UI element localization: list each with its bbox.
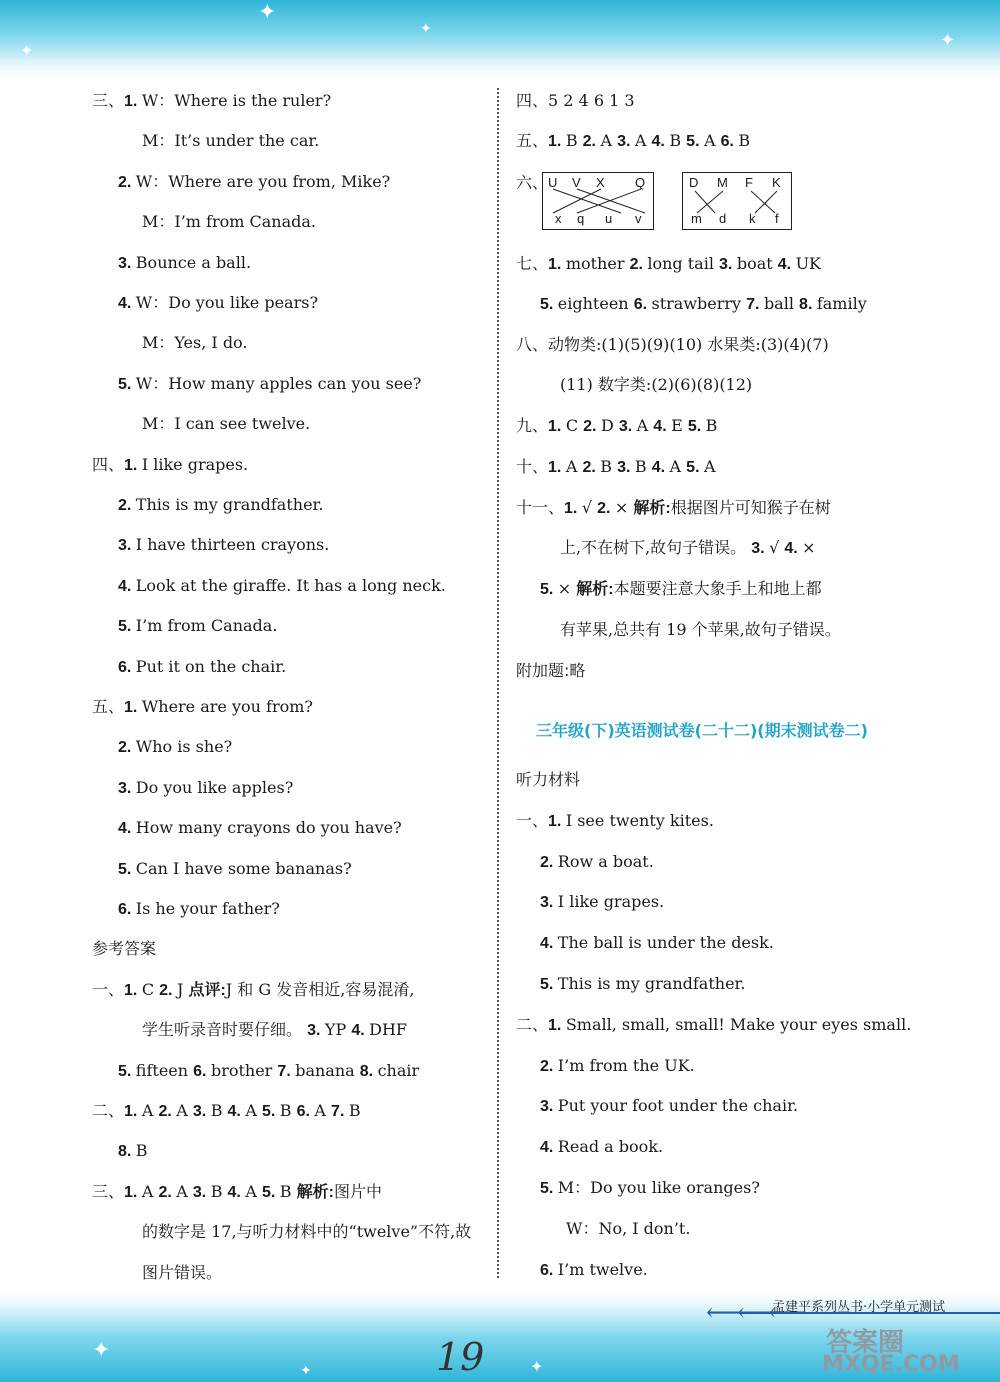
item-number: 5. xyxy=(540,1180,558,1197)
item-number: 6. xyxy=(633,296,652,313)
box-letter: k xyxy=(749,211,756,226)
text-line xyxy=(540,1177,760,1200)
box-letter: M xyxy=(717,175,728,190)
item-number: 1. xyxy=(124,981,142,999)
item-number: 8. xyxy=(799,296,817,313)
line-text: W：Do you like pears? xyxy=(135,293,319,312)
section-label: 五、 xyxy=(92,697,125,716)
section-label: 一、 xyxy=(516,810,549,830)
item-number: 5. xyxy=(687,418,706,435)
line-text: Put it on the chair. xyxy=(135,656,287,676)
item-number: 3. xyxy=(617,459,635,476)
item-number: 4. xyxy=(118,820,136,838)
answer-text: B xyxy=(348,1101,361,1120)
line-text: M：Do you like oranges? xyxy=(557,1178,760,1197)
line-text: UK xyxy=(795,254,821,273)
sparkle-icon: ✦ xyxy=(420,21,432,37)
item-number: 1. xyxy=(548,418,566,435)
answer-text: B xyxy=(279,1101,297,1120)
answer-text: A xyxy=(636,416,654,435)
item-number: 6. xyxy=(296,1103,315,1120)
text-line xyxy=(142,1019,407,1042)
line-text: ball xyxy=(763,294,800,313)
section-label: 十、 xyxy=(516,457,549,476)
box-letter: V xyxy=(572,175,581,190)
section-title: 三年级(下)英语测试卷(二十二)(期末测试卷二) xyxy=(536,721,868,740)
answer-text: A xyxy=(634,131,652,150)
text-line xyxy=(92,454,248,477)
line-text: Do you like apples? xyxy=(135,777,294,797)
line-text: Who is she? xyxy=(135,737,233,757)
box-letter: x xyxy=(555,211,562,226)
line-text: How many crayons do you have? xyxy=(135,818,402,838)
item-number: 2. xyxy=(118,173,136,191)
item-number: 3. xyxy=(118,779,136,797)
line-text: × xyxy=(614,498,634,517)
text-line xyxy=(118,1060,419,1083)
item-number: 1. xyxy=(548,133,566,150)
item-number: 2. xyxy=(582,133,601,150)
item-number: 6. xyxy=(118,658,136,676)
item-number: 7. xyxy=(331,1103,349,1120)
line-text: I’m from Canada. xyxy=(135,616,278,636)
item-number: 2. xyxy=(582,459,601,476)
line-text: I see twenty kites. xyxy=(565,810,714,830)
box-letter: K xyxy=(772,175,781,190)
box-letter: v xyxy=(635,211,642,226)
answer-text: A xyxy=(245,1181,262,1201)
line-text: brother xyxy=(210,1060,278,1080)
matching-box-1 xyxy=(542,172,654,230)
item-number: 7. xyxy=(277,1062,296,1080)
answer-text: A xyxy=(600,131,618,150)
answer-text: A xyxy=(314,1101,332,1120)
line-text: 有苹果,总共有 19 个苹果,故句子错误。 xyxy=(560,620,841,639)
sparkle-icon: ✦ xyxy=(258,0,277,25)
text-line xyxy=(540,1055,695,1078)
text-line xyxy=(560,374,752,396)
text-line xyxy=(540,932,774,955)
item-number: 1. xyxy=(548,459,566,476)
section-label: 附加题:略 xyxy=(516,661,586,680)
text-line xyxy=(118,534,329,557)
text-line xyxy=(118,1140,148,1163)
box-letter: q xyxy=(577,211,585,226)
item-number: 3. xyxy=(118,254,136,272)
text-line xyxy=(540,1136,663,1159)
text-line xyxy=(516,90,635,112)
line-text: M：Yes, I do. xyxy=(142,333,248,353)
line-text: Row a boat. xyxy=(557,851,654,871)
item-number: 1. xyxy=(124,456,142,474)
line-text: strawberry xyxy=(651,294,747,313)
line-text: Read a book. xyxy=(557,1137,664,1157)
answer-text: B xyxy=(210,1101,228,1120)
item-number: 5. xyxy=(118,375,136,393)
section-label: 二、 xyxy=(516,1014,549,1034)
section-label: 四、 xyxy=(516,91,549,110)
matching-box-2 xyxy=(682,172,792,230)
analysis-label: 解析: xyxy=(576,581,614,598)
item-number: 2. xyxy=(159,981,177,999)
sparkle-icon: ✦ xyxy=(20,41,34,60)
text-line xyxy=(118,292,318,315)
answer-text: B xyxy=(600,457,618,476)
text-line xyxy=(92,979,414,1002)
item-number: 5. xyxy=(261,1103,280,1120)
item-number: 8. xyxy=(118,1143,136,1161)
answer-text: E xyxy=(671,416,688,435)
line-text: The ball is under the desk. xyxy=(557,933,774,953)
line-text: chair xyxy=(377,1060,420,1080)
item-number: 1. xyxy=(124,1183,142,1201)
item-number: 5. xyxy=(118,618,136,636)
answer-text: C xyxy=(565,416,584,435)
item-number: 4. xyxy=(118,295,136,312)
text-line xyxy=(118,615,277,638)
line-text: Can I have some bananas? xyxy=(135,858,352,878)
text-line xyxy=(516,415,717,438)
box-letter: U xyxy=(548,175,558,190)
answer-text: B xyxy=(669,131,687,150)
section-label: 六、 xyxy=(516,173,549,192)
arrow-icon: ⟵⟵⟵ xyxy=(706,1298,800,1328)
answer-text: A xyxy=(176,1181,193,1201)
line-text: C xyxy=(141,979,160,999)
text-line xyxy=(118,898,280,921)
footer-series-text: 孟建平系列丛书·小学单元测试 xyxy=(772,1300,946,1315)
text-line xyxy=(516,130,750,153)
item-number: 4. xyxy=(651,133,670,150)
section-label: 三、 xyxy=(92,1181,125,1201)
item-number: 2. xyxy=(629,256,648,273)
line-text: 5 2 4 6 1 3 xyxy=(548,91,635,110)
item-number: 6. xyxy=(193,1062,211,1080)
line-text: Where are you from? xyxy=(141,697,313,716)
text-line xyxy=(540,1095,798,1118)
box-letter: u xyxy=(605,211,613,226)
section-label: 二、 xyxy=(92,1101,125,1120)
text-line xyxy=(142,1221,471,1243)
item-number: 5. xyxy=(686,459,704,476)
item-number: 2. xyxy=(118,497,136,514)
item-number: 3. xyxy=(617,133,635,150)
text-line xyxy=(142,130,319,152)
sparkle-icon: ✦ xyxy=(940,30,956,51)
item-number: 1. xyxy=(548,1016,566,1034)
line-text: √ xyxy=(581,498,598,517)
line-text: × xyxy=(557,579,577,598)
item-number: 2. xyxy=(158,1103,177,1120)
item-number: 3. xyxy=(540,1098,558,1116)
item-number: 4. xyxy=(540,1139,558,1157)
text-line xyxy=(118,777,293,800)
line-text: I’m from the UK. xyxy=(557,1055,695,1075)
text-line xyxy=(516,1014,911,1037)
line-text: J 和 G 发音相近,容易混淆, xyxy=(225,979,415,999)
answer-text: A xyxy=(669,457,687,476)
item-number: 5. xyxy=(540,581,558,598)
analysis-label: 解析: xyxy=(633,500,671,517)
answer-text: B xyxy=(565,131,583,150)
line-text: boat xyxy=(736,254,778,273)
sparkle-icon: ✦ xyxy=(92,1338,111,1363)
line-text: Small, small, small! Make your eyes small. xyxy=(565,1014,912,1034)
line-text: 图片错误。 xyxy=(142,1262,223,1282)
section-label: 十一、 xyxy=(516,498,565,517)
item-number: 5. xyxy=(118,1062,136,1080)
item-number: 5. xyxy=(686,133,704,150)
item-number: 1. xyxy=(548,256,566,273)
answer-text: A xyxy=(245,1101,262,1120)
box-letter: m xyxy=(691,211,702,226)
item-number: 2. xyxy=(540,853,558,871)
line-text: family xyxy=(816,294,867,313)
text-line xyxy=(118,373,421,396)
item-number: 4. xyxy=(651,459,670,476)
item-number: 3. xyxy=(118,537,136,555)
box-letter: f xyxy=(775,211,779,226)
text-line xyxy=(118,736,232,759)
section-label: 听力材料 xyxy=(516,770,581,789)
text-line xyxy=(540,891,664,914)
item-number: 3. xyxy=(192,1103,211,1120)
text-line xyxy=(118,575,446,598)
line-text: Is he your father? xyxy=(135,899,280,918)
text-line xyxy=(516,456,716,479)
item-number: 1. xyxy=(124,93,142,110)
item-number: 5. xyxy=(118,860,136,878)
text-line xyxy=(92,696,313,719)
section-label: 五、 xyxy=(516,131,549,150)
item-number: 6. xyxy=(540,1261,558,1279)
line-text: M：It’s under the car. xyxy=(142,131,320,151)
line-text: 本题要注意大象手上和地上都 xyxy=(613,579,822,598)
text-line xyxy=(92,1181,382,1204)
item-number: 2. xyxy=(158,1183,177,1201)
text-line xyxy=(540,851,654,874)
line-text: Look at the giraffe. It has a long neck. xyxy=(135,575,446,595)
sparkle-icon: ✦ xyxy=(300,1363,312,1379)
text-line xyxy=(92,938,156,960)
answer-text: A xyxy=(141,1101,159,1120)
column-divider xyxy=(497,88,499,1278)
line-text: YP xyxy=(324,1020,352,1040)
text-line xyxy=(118,494,324,517)
line-text: × xyxy=(802,538,816,557)
item-number: 1. xyxy=(124,699,142,716)
analysis-label: 解析: xyxy=(296,1183,334,1201)
line-text: mother xyxy=(565,254,630,273)
answer-text: A xyxy=(176,1101,193,1120)
analysis-label: 点评: xyxy=(188,981,226,999)
item-number: 1. xyxy=(564,500,582,517)
watermark-text: 答案圈 xyxy=(826,1328,905,1358)
text-line xyxy=(540,293,867,316)
text-line xyxy=(516,253,821,276)
answer-text: D xyxy=(600,416,619,435)
text-line xyxy=(516,497,831,520)
line-text: W：No, I don’t. xyxy=(566,1218,691,1238)
item-number: 4. xyxy=(227,1183,246,1201)
line-text: 动物类:(1)(5)(9)(10) 水果类:(3)(4)(7) xyxy=(548,335,829,354)
item-number: 4. xyxy=(777,256,796,273)
text-line xyxy=(142,211,316,233)
answer-text: B xyxy=(738,131,751,150)
box-letter: D xyxy=(689,175,699,190)
box-letter: Q xyxy=(635,175,646,190)
section-label: 一、 xyxy=(92,979,125,999)
text-line xyxy=(540,1259,648,1282)
text-line xyxy=(118,656,286,679)
line-text: I like grapes. xyxy=(557,892,665,912)
item-number: 4. xyxy=(351,1022,370,1040)
item-number: 1. xyxy=(124,1103,142,1120)
item-number: 6. xyxy=(118,901,136,918)
answer-text: B xyxy=(705,416,718,435)
item-number: 2. xyxy=(583,418,601,435)
watermark-url: MXQE.COM xyxy=(822,1352,960,1377)
line-text: 根据图片可知猴子在树 xyxy=(670,498,831,517)
line-text: √ xyxy=(769,538,785,557)
text-line xyxy=(92,90,331,113)
line-text: M：I can see twelve. xyxy=(142,414,311,434)
line-text: W：Where are you from, Mike? xyxy=(135,171,391,191)
answer-text: A xyxy=(703,457,716,476)
text-line xyxy=(142,1262,222,1284)
top-decorative-band xyxy=(0,0,1000,78)
item-number: 3. xyxy=(192,1183,211,1201)
item-number: 2. xyxy=(118,739,136,757)
text-line xyxy=(566,1218,690,1240)
item-number: 6. xyxy=(720,133,739,150)
item-number: 8. xyxy=(359,1062,378,1080)
text-line xyxy=(516,810,714,833)
text-line xyxy=(118,858,352,881)
item-number: 2. xyxy=(540,1057,558,1075)
item-number: 5. xyxy=(261,1183,280,1201)
item-number: 4. xyxy=(118,577,136,595)
line-text: M：I’m from Canada. xyxy=(142,212,317,232)
section-label: 三、 xyxy=(92,91,125,110)
box-letter: d xyxy=(719,211,727,226)
answer-text: B xyxy=(279,1181,297,1201)
text-line xyxy=(142,332,248,354)
item-number: 4. xyxy=(784,540,803,557)
item-number: 7. xyxy=(746,296,764,313)
text-line xyxy=(560,619,841,641)
line-text: I’m twelve. xyxy=(557,1259,648,1279)
item-number: 2. xyxy=(597,500,615,517)
answer-text: A xyxy=(703,131,721,150)
item-number: 3. xyxy=(540,894,558,912)
text-line xyxy=(118,252,251,275)
line-text: fifteen xyxy=(135,1060,194,1080)
line-text: This is my grandfather. xyxy=(135,495,324,514)
text-line xyxy=(118,817,402,840)
text-line xyxy=(516,334,829,356)
item-number: 5. xyxy=(540,296,558,313)
line-text: W：Where is the ruler? xyxy=(141,91,332,110)
answer-text: B xyxy=(210,1181,228,1201)
item-number: 4. xyxy=(540,935,558,953)
item-number: 1. xyxy=(548,812,566,830)
line-text: (11) 数字类:(2)(6)(8)(12) xyxy=(560,375,753,394)
line-text: DHF xyxy=(369,1020,407,1040)
text-line xyxy=(516,660,585,682)
line-text: eighteen xyxy=(557,294,634,313)
answer-text: B xyxy=(634,457,652,476)
item-number: 3. xyxy=(751,540,770,557)
section-label: 四、 xyxy=(92,454,125,474)
item-number: 4. xyxy=(227,1103,246,1120)
item-number: 4. xyxy=(653,418,672,435)
item-number: 3. xyxy=(719,256,737,273)
text-line xyxy=(516,769,580,791)
line-text: J xyxy=(176,979,189,999)
page-number: 19 xyxy=(436,1335,485,1379)
text-line xyxy=(540,973,746,996)
line-text: 学生听录音时要仔细。 xyxy=(142,1020,308,1040)
line-text: 上,不在树下,故句子错误。 xyxy=(560,538,752,557)
section-label: 九、 xyxy=(516,416,549,435)
section-label: 八、 xyxy=(516,335,549,354)
box-letter: X xyxy=(596,175,605,190)
line-text: Bounce a ball. xyxy=(135,252,252,272)
line-text: long tail xyxy=(647,254,720,273)
text-line xyxy=(142,413,310,435)
item-number: 5. xyxy=(540,976,558,993)
text-line xyxy=(118,171,390,194)
item-number: 3. xyxy=(618,418,637,435)
text-line xyxy=(92,1100,361,1123)
line-text: This is my grandfather. xyxy=(557,974,746,993)
line-text: B xyxy=(135,1141,148,1161)
section-label: 参考答案 xyxy=(92,939,157,959)
line-text: Put your foot under the chair. xyxy=(557,1096,799,1116)
text-line xyxy=(560,537,816,560)
answer-text: A xyxy=(565,457,583,476)
line-text: 的数字是 17,与听力材料中的“twelve”不符,故 xyxy=(142,1222,472,1242)
text-line xyxy=(540,578,822,601)
sparkle-icon: ✦ xyxy=(530,1357,544,1376)
item-number: 3. xyxy=(307,1022,325,1040)
box-letter: F xyxy=(745,175,753,190)
section-label: 七、 xyxy=(516,254,549,273)
line-text: 图片中 xyxy=(333,1181,382,1201)
line-text: W：How many apples can you see? xyxy=(135,373,422,393)
line-text: I like grapes. xyxy=(141,454,249,474)
line-text: I have thirteen crayons. xyxy=(135,535,330,555)
answer-text: A xyxy=(141,1181,159,1201)
line-text: banana xyxy=(295,1060,360,1080)
